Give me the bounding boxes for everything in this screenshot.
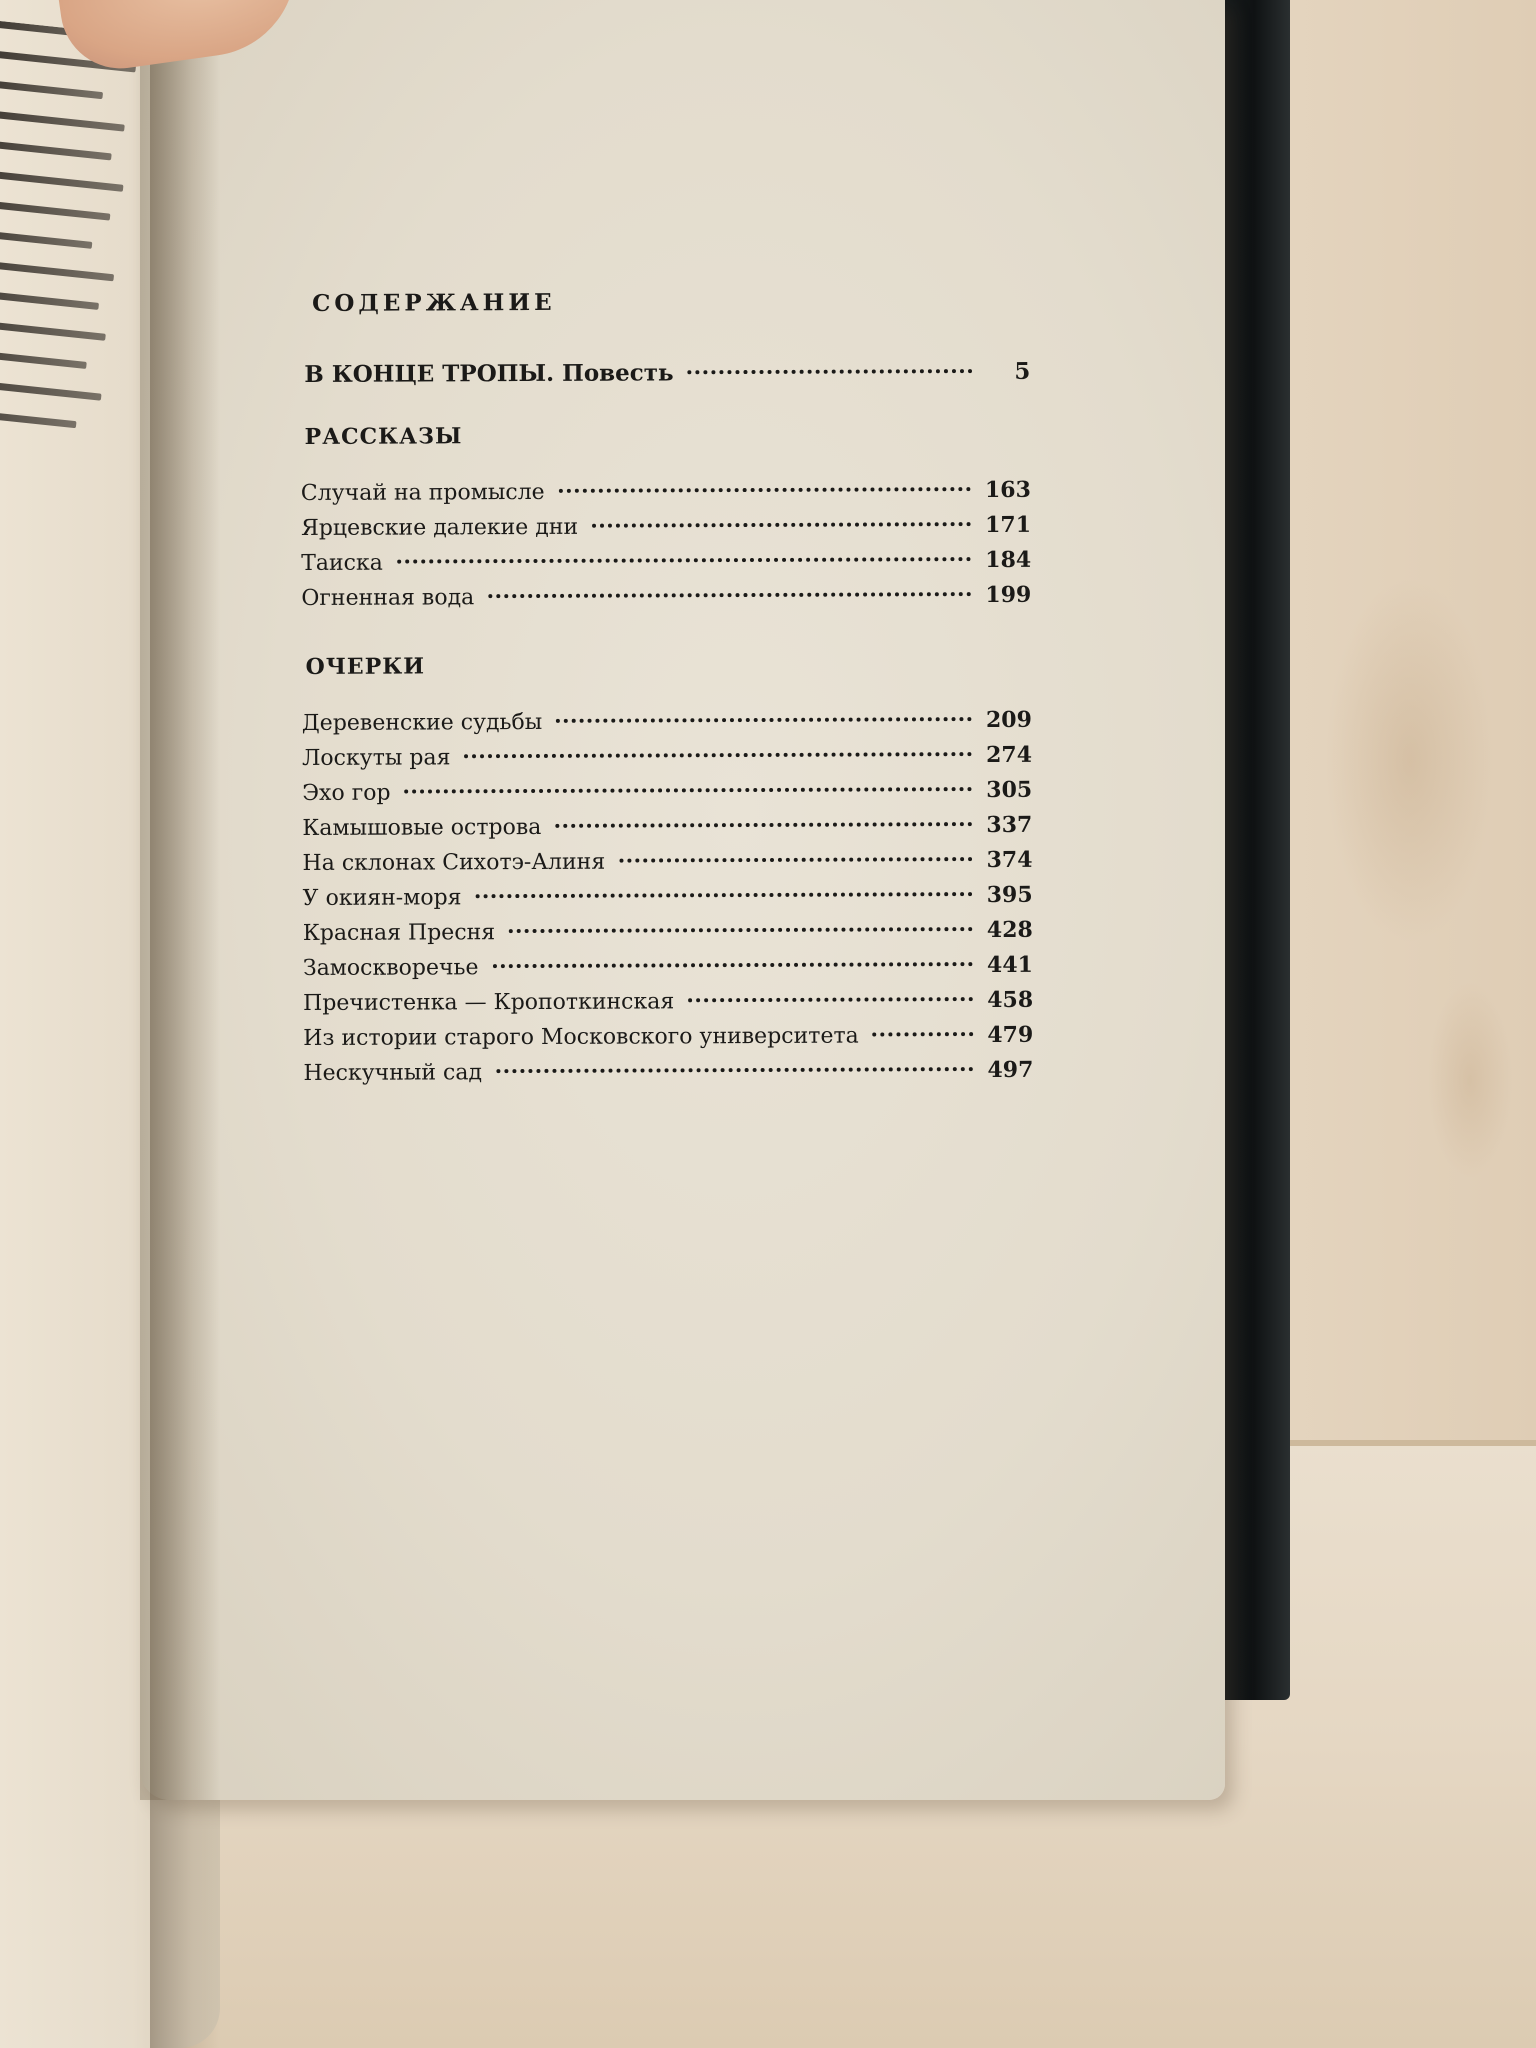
toc-entry-title: В КОНЦЕ ТРОПЫ. Повесть (304, 359, 674, 388)
dot-leader (464, 752, 972, 758)
toc-entry-title: Камышовые острова (302, 814, 542, 841)
toc-entry-page: 171 (985, 511, 1032, 539)
dot-leader (592, 522, 971, 528)
dot-leader (475, 892, 972, 898)
toc-entry-title: Случай на промысле (300, 479, 545, 506)
toc-entry-title: Таиска (301, 550, 383, 576)
section-title: РАССКАЗЫ (304, 423, 463, 450)
dot-leader (873, 1032, 974, 1036)
toc-entry-title: Ярцевские далекие дни (300, 514, 579, 541)
toc-entry-page: 209 (985, 706, 1032, 734)
toc-entry-title: Огненная вода (301, 585, 475, 611)
toc-entry (303, 913, 1033, 951)
toc-entry (302, 703, 1032, 741)
wood-grain-texture (1250, 0, 1536, 1450)
toc-entry (302, 738, 1032, 776)
toc-entry (302, 773, 1032, 811)
toc-entry-title: У окиян-моря (302, 885, 462, 911)
toc-entry-title: Из истории старого Московского университета (303, 1023, 859, 1051)
dot-leader (492, 962, 973, 968)
toc-entry-page: 274 (986, 741, 1033, 769)
toc-entry (303, 948, 1033, 986)
table-of-contents (300, 287, 1034, 1129)
toc-entry-page: 428 (986, 916, 1033, 944)
section-title: ОЧЕРКИ (305, 653, 426, 680)
toc-entry-main (304, 354, 1030, 392)
toc-entry-page: 441 (986, 951, 1034, 979)
dot-leader (555, 822, 972, 828)
toc-entry (301, 473, 1031, 511)
toc-entry (301, 578, 1031, 616)
toc-entry-title: Нескучный сад (303, 1060, 483, 1086)
toc-entry-title: На склонах Сихотэ-Алиня (302, 849, 606, 876)
dot-leader (509, 927, 973, 933)
toc-section-essays (302, 651, 1034, 1091)
toc-entry (301, 508, 1031, 546)
left-page-text-block (0, 20, 149, 554)
book-gutter (150, 0, 220, 2048)
toc-entry (301, 543, 1031, 581)
toc-entry-page: 479 (987, 1021, 1034, 1049)
toc-entry-title: Эхо гор (302, 780, 391, 806)
toc-heading: СОДЕРЖАНИЕ (311, 288, 556, 317)
dot-leader (397, 557, 971, 564)
toc-section-stories (301, 421, 1032, 616)
toc-entry-page: 374 (986, 846, 1033, 874)
toc-entry (302, 843, 1032, 881)
toc-entry (303, 1018, 1033, 1056)
toc-entry-title: Лоскуты рая (301, 745, 451, 771)
dot-leader (688, 997, 973, 1002)
toc-entry-page: 5 (1014, 357, 1031, 385)
toc-entry-title: Пречистенка — Кропоткинская (303, 989, 675, 1016)
toc-entry-page: 458 (987, 986, 1034, 1014)
toc-entry-page: 337 (986, 811, 1033, 839)
dot-leader (488, 592, 971, 598)
dot-leader (556, 717, 972, 723)
toc-entry-title: Замоскворечье (302, 955, 479, 981)
toc-entry (303, 1053, 1033, 1091)
dot-leader (405, 787, 973, 793)
toc-entry-page: 199 (985, 581, 1032, 609)
dot-leader (496, 1067, 973, 1073)
toc-entry-page: 497 (987, 1056, 1034, 1084)
toc-entry (303, 878, 1033, 916)
toc-entry-page: 184 (985, 546, 1032, 574)
toc-entry-title: Деревенские судьбы (301, 709, 543, 736)
toc-entry-page: 163 (984, 476, 1031, 504)
toc-entry (303, 983, 1033, 1021)
toc-entry (302, 808, 1032, 846)
dot-leader (619, 857, 972, 863)
shelf-edge (1280, 1440, 1536, 1446)
toc-entry-page: 305 (986, 776, 1033, 804)
toc-entry-title: Красная Пресня (302, 920, 496, 946)
dot-leader (688, 369, 973, 374)
toc-entry-page: 395 (986, 881, 1033, 909)
dot-leader (559, 487, 971, 493)
